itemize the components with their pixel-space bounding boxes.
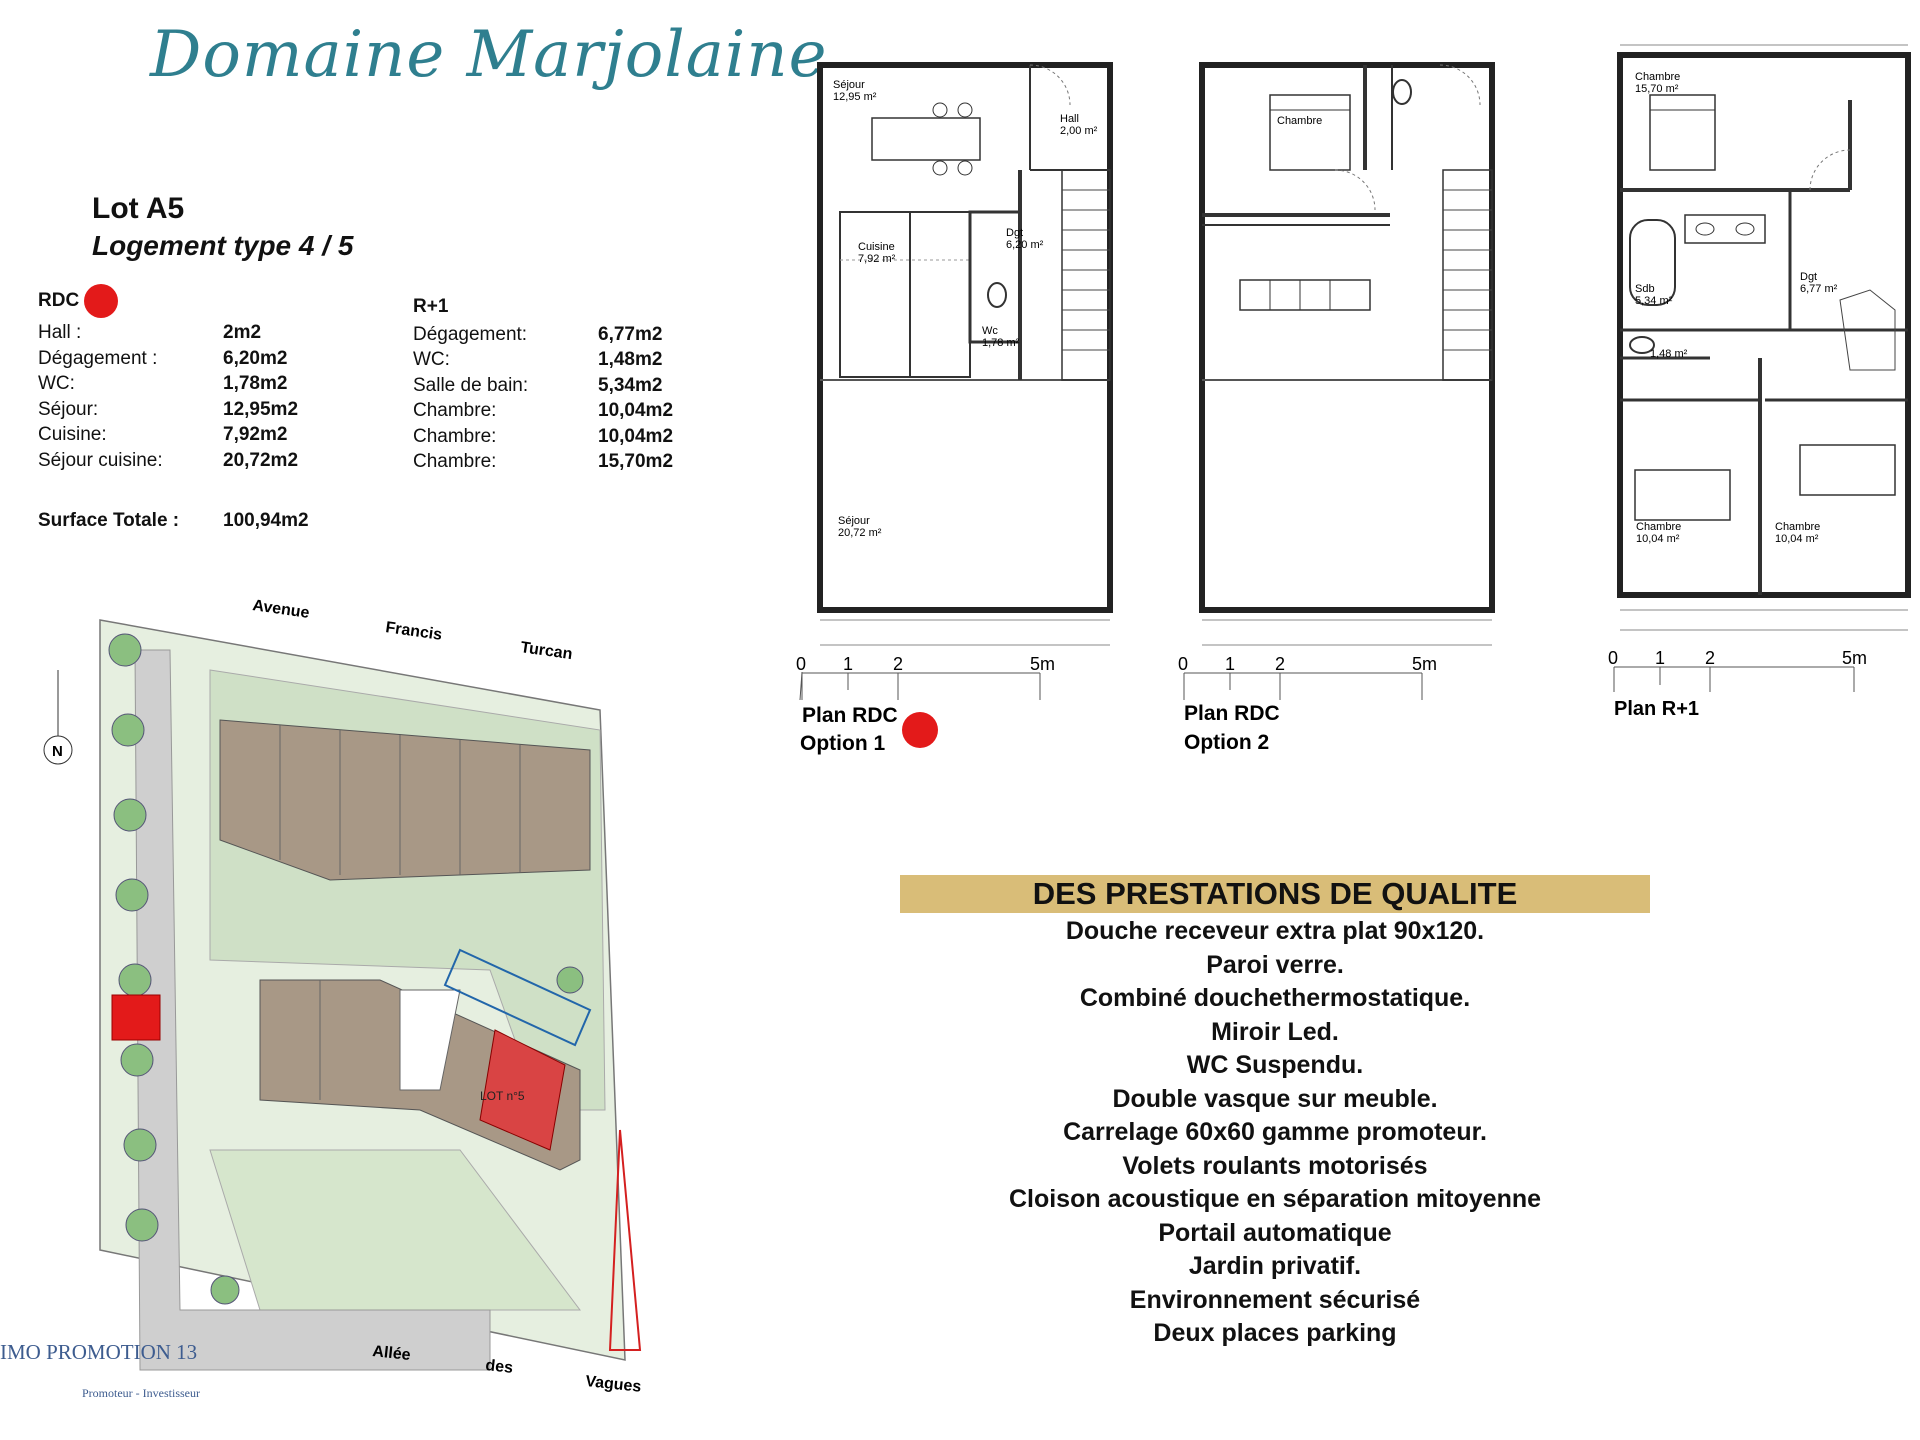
area-value: 2m2 [223,322,262,343]
scale-tick: 0 [1608,648,1619,668]
logo-tagline: Promoteur - Investisseur [82,1386,200,1400]
plan-caption: Option 2 [1184,731,1270,754]
area-label: Chambre: [413,451,497,472]
list-item: Douche receveur extra plat 90x120. [1065,917,1485,945]
street-name: Turcan [519,639,574,664]
lot-label: LOT n°5 [480,1089,525,1103]
room-area: 12,95 m² [833,91,877,103]
plan-rdc-option1 [796,65,1110,755]
plan-r1 [1608,45,1908,720]
area-label: Dégagement: [413,323,528,345]
area-label: WC: [413,349,450,370]
room-area: 5,34 m² [1635,295,1673,307]
list-item [413,424,673,450]
room-label: Dgt [1800,271,1818,283]
plan-caption: Plan R+1 [1614,698,1700,720]
lot-number: Lot A5 [92,192,185,225]
total-value: 100,94m2 [223,510,309,531]
quality-section [900,875,1650,1351]
room-area: 7,92 m² [858,253,896,265]
room-label: Chambre [1635,71,1681,83]
list-item: Double vasque sur meuble. [1112,1084,1438,1113]
street-name: des [484,1357,514,1377]
plan-caption: Option 1 [800,732,886,755]
scale-tick: 2 [1705,648,1716,668]
list-item: Volets roulants motorisés [1122,1151,1428,1180]
parking-marker [112,995,160,1040]
room-area: 20,72 m² [838,527,882,539]
list-item: Cloison acoustique en séparation mitoyenne [1008,1185,1542,1213]
list-item: Deux places parking [1153,1319,1397,1347]
rdc-area-list [38,284,298,473]
area-value: 6,20m2 [223,347,288,369]
area-value: 7,92m2 [223,424,288,445]
red-marker-icon [84,284,118,318]
list-item [413,398,673,424]
area-label: WC: [38,373,75,394]
street-name: Francis [384,619,444,644]
scale-tick: 5m [1030,654,1056,674]
area-value: 1,78m2 [223,373,288,394]
list-item: Miroir Led. [1211,1017,1339,1046]
r1-heading: R+1 [413,296,449,317]
area-label: Chambre: [413,400,497,421]
room-area: 6,77 m² [1800,283,1838,295]
total-label: Surface Totale : [38,510,180,531]
surface-total [38,510,309,532]
list-item: Combiné douchethermostatique. [1079,984,1471,1012]
scale-tick: 0 [1178,654,1189,674]
list-item [38,346,298,372]
list-item [38,320,298,346]
r1-area-list [413,294,673,475]
area-value: 10,04m2 [598,425,674,447]
room-area: 15,70 m² [1635,83,1679,95]
room-area: 6,20 m² [1006,239,1044,251]
plan-rdc-option2 [1178,65,1492,754]
room-area: 2,00 m² [1060,125,1098,137]
area-value: 5,34m2 [598,374,663,396]
area-label: Cuisine: [38,424,107,445]
room-area: 1,48 m² [1650,348,1688,360]
floor-plans [790,40,1920,780]
list-item [413,347,673,373]
list-item [413,322,673,348]
area-label: Salle de bain: [413,374,529,396]
list-item: Carrelage 60x60 gamme promoteur. [1063,1118,1487,1146]
quality-list [900,915,1650,1351]
north-arrow-icon: N [52,743,63,760]
room-label: Chambre [1636,521,1682,533]
logo: IMO PROMOTION 13 [0,1340,198,1364]
room-label: Wc [982,325,998,337]
list-item [38,422,298,448]
room-label: Séjour [833,79,865,91]
list-item [413,373,673,399]
room-area: 10,04 m² [1775,533,1819,545]
scale-tick: 5m [1842,648,1868,668]
scale-tick: 2 [893,654,904,674]
street-name: Vagues [584,1373,643,1396]
room-label: Dgt [1006,227,1024,239]
street-name: Avenue [251,597,311,622]
scale-tick: 0 [796,654,807,674]
room-label: Chambre [1775,521,1821,533]
area-value: 15,70m2 [598,451,674,472]
room-label: Séjour [838,515,870,527]
scale-tick: 1 [1655,648,1666,668]
rdc-heading-row [38,284,298,318]
page-title: Domaine Marjolaine [150,18,828,92]
area-value: 10,04m2 [598,400,674,421]
list-item: Portail automatique [1158,1218,1392,1247]
list-item [413,449,673,475]
list-item [38,371,298,397]
scale-tick: 1 [843,654,854,674]
area-label: Séjour: [38,398,99,420]
quality-title: DES PRESTATIONS DE QUALITE [900,875,1650,913]
area-value: 1,48m2 [598,349,663,370]
plan-caption: Plan RDC [802,704,898,727]
red-marker-icon [902,712,938,748]
area-label: Dégagement : [38,347,158,369]
list-item: WC Suspendu. [1186,1051,1364,1079]
list-item: Environnement sécurisé [1129,1285,1421,1314]
list-item: Jardin privatif. [1188,1252,1362,1280]
room-label: Sdb [1635,283,1655,295]
area-label: Séjour cuisine: [38,449,163,471]
rdc-heading: RDC [38,290,80,312]
room-area: 10,04 m² [1636,533,1680,545]
site-plan [20,590,710,1420]
area-value: 20,72m2 [223,449,299,471]
area-value: 12,95m2 [223,398,299,420]
area-label: Hall : [38,322,82,343]
area-label: Chambre: [413,425,497,447]
room-label: Cuisine [858,241,895,253]
room-area: 1,78 m² [982,337,1020,349]
street-name: Allée [371,1343,412,1364]
list-item [38,448,298,474]
list-item: Paroi verre. [1206,950,1344,979]
plan-caption: Plan RDC [1184,702,1280,725]
room-label: Chambre [1277,115,1323,127]
lot-type: Logement type 4 / 5 [92,230,354,261]
scale-tick: 1 [1225,654,1236,674]
list-item [38,397,298,423]
scale-tick: 2 [1275,654,1286,674]
scale-tick: 5m [1412,654,1438,674]
room-label: Hall [1060,113,1079,125]
area-value: 6,77m2 [598,323,663,345]
